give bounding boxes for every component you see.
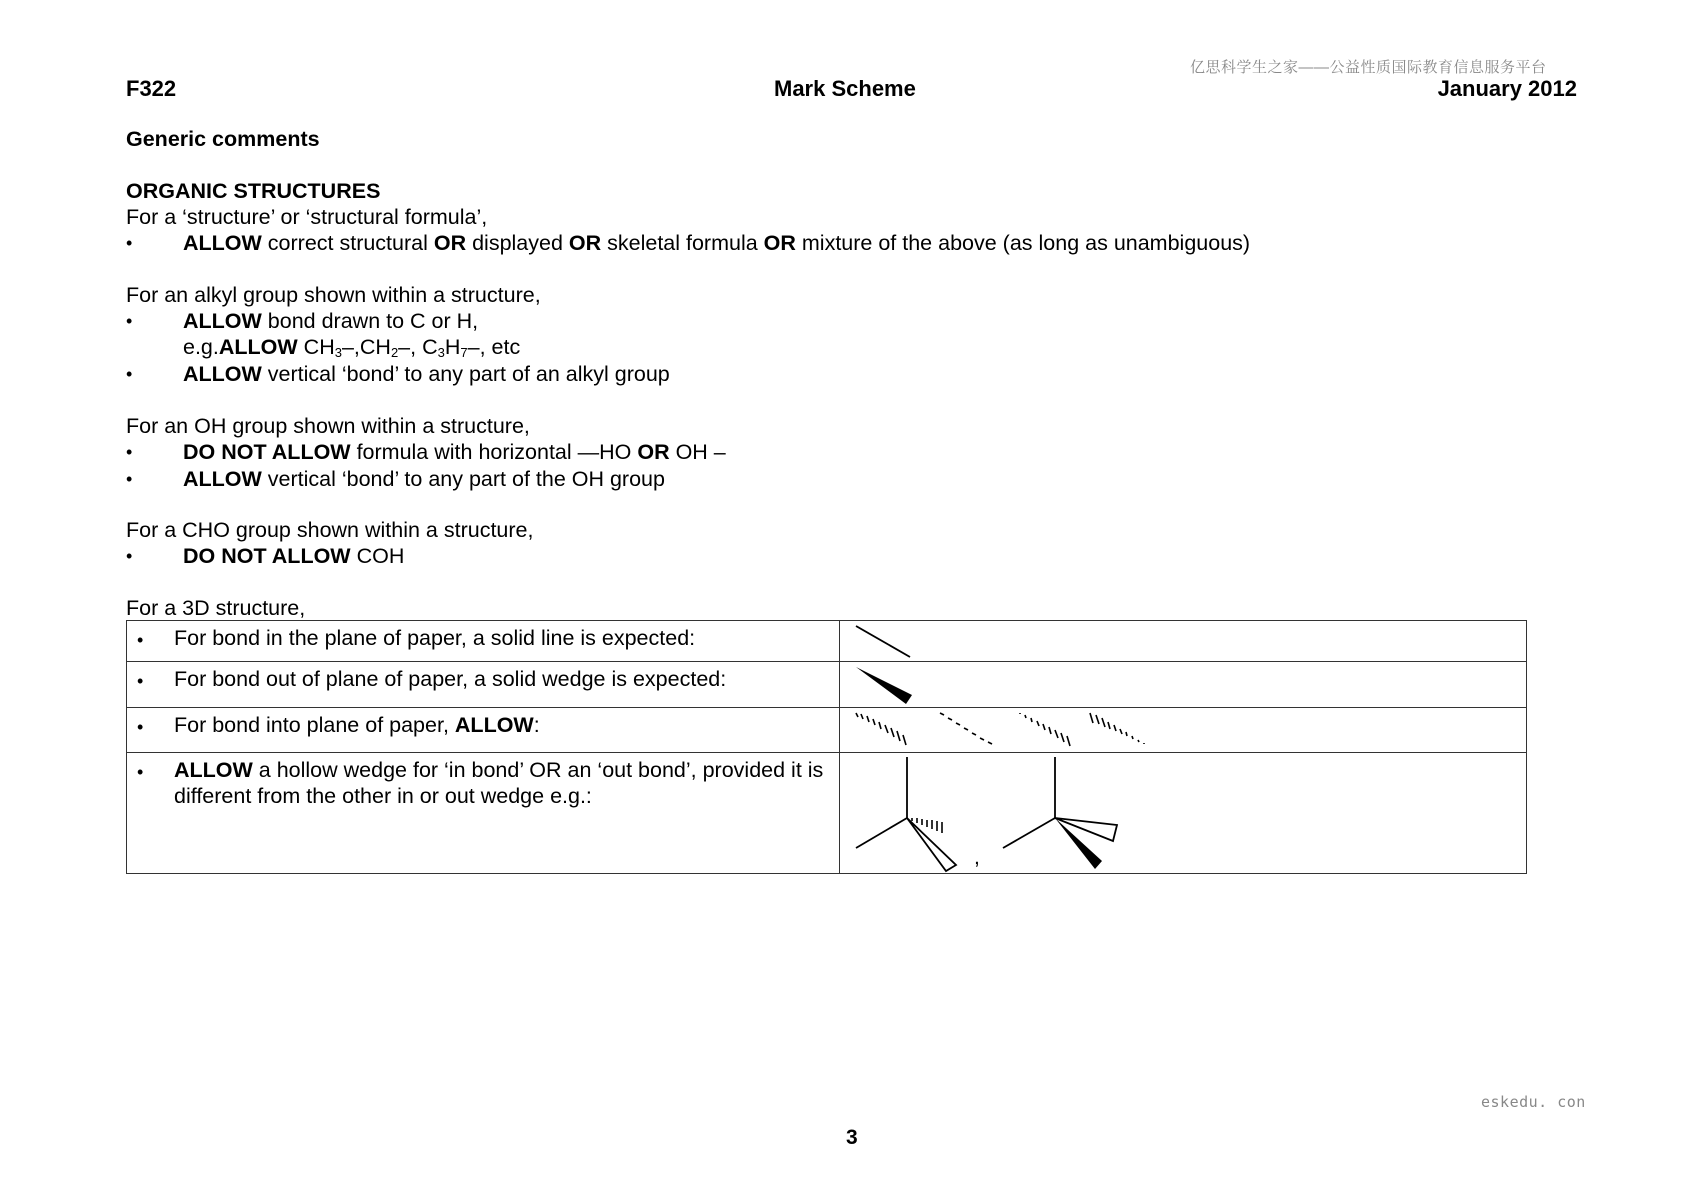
- doc-code: F322: [126, 76, 177, 101]
- bond-description: • For bond in the plane of paper, a solid line is expected:: [127, 621, 840, 662]
- page-number: 3: [846, 1126, 858, 1149]
- organic-intro: For a ‘structure’ or ‘structural formula’,: [126, 205, 488, 229]
- alkyl-bullet-1: ALLOW bond drawn to C or H,: [183, 309, 479, 333]
- alkyl-example: e.g.ALLOW $CH_3-,CH_2-$, $C_3H_7-$, etc: [183, 335, 521, 360]
- bullet: •: [126, 311, 133, 331]
- bullet: •: [137, 630, 144, 650]
- oh-bullet-2: ALLOW vertical ‘bond’ to any part of the OH group: [183, 467, 665, 491]
- bond-diagram-plane: [840, 621, 1527, 662]
- bond-description: • For bond into plane of paper, ALLOW:: [127, 708, 840, 753]
- cho-intro: For a CHO group shown within a structure,: [126, 518, 534, 542]
- oh-intro: For an OH group shown within a structure,: [126, 414, 530, 438]
- section-title: Generic comments: [126, 127, 320, 151]
- table-row: [127, 621, 1527, 662]
- organic-bullet-1: ALLOW correct structural OR displayed OR skeletal formula OR mixture of the above (as long as unambiguous): [183, 231, 1251, 255]
- hashed-bonds: [840, 708, 1160, 753]
- cho-bullet-1: DO NOT ALLOW COH: [183, 544, 405, 568]
- alkyl-intro: For an alkyl group shown within a structure,: [126, 283, 541, 307]
- bullet: •: [137, 671, 144, 691]
- three-d-intro: For a 3D structure,: [126, 596, 306, 620]
- doc-title: Mark Scheme: [774, 76, 916, 101]
- bullet: •: [126, 469, 133, 489]
- table-row: [127, 662, 1527, 708]
- table-row: [127, 708, 1527, 753]
- bullet: •: [137, 717, 144, 737]
- alkyl-bullet-2: ALLOW vertical ‘bond’ to any part of an alkyl group: [183, 362, 670, 386]
- plane-bond-line: [840, 621, 940, 662]
- bullet: •: [137, 762, 144, 782]
- bullet: •: [126, 442, 133, 462]
- bond-description: • ALLOW a hollow wedge for ‘in bond’ OR an ‘out bond’, provided it is different from the other in or out wedge e.g.:: [127, 753, 840, 874]
- table-row: [127, 753, 1527, 874]
- oh-bullet-1: DO NOT ALLOW formula with horizontal —HO OR OH –: [183, 440, 726, 464]
- organic-heading: ORGANIC STRUCTURES: [126, 179, 381, 203]
- bond-representation-table: [126, 620, 1527, 874]
- bullet: •: [126, 364, 133, 384]
- bond-diagram-into: [840, 708, 1527, 753]
- bond-description: • For bond out of plane of paper, a solid wedge is expected:: [127, 662, 840, 708]
- solid-wedge: [840, 662, 940, 708]
- example-separator-comma: ,: [974, 846, 980, 869]
- watermark-top: 亿思科学生之家——公益性质国际教育信息服务平台: [1190, 59, 1547, 76]
- hollow-wedge-examples: [840, 753, 1140, 874]
- bullet: •: [126, 546, 133, 566]
- doc-date: January 2012: [1437, 76, 1577, 101]
- bond-diagram-out: [840, 662, 1527, 708]
- bullet: •: [126, 233, 133, 253]
- bond-diagram-hollow-wedge: [840, 753, 1527, 874]
- watermark-bottom: eskedu. con: [1481, 1093, 1586, 1111]
